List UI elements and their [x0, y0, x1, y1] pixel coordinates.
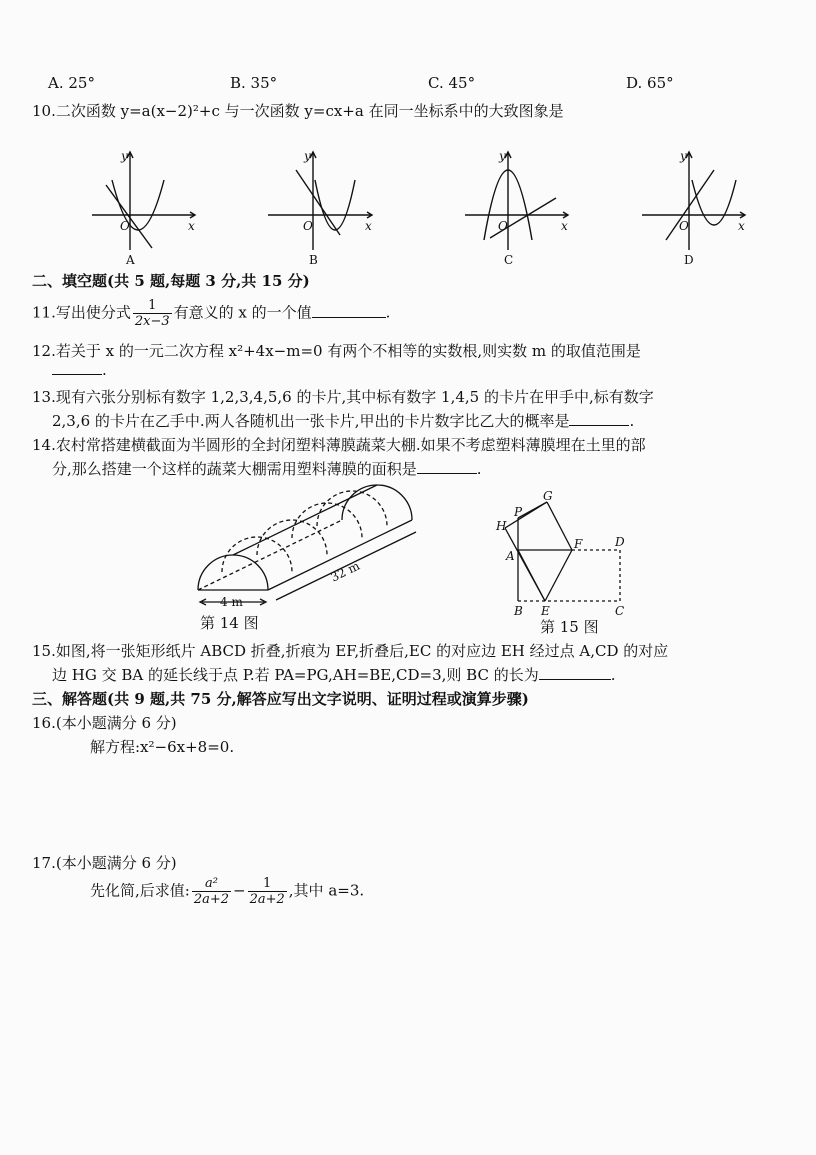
fig15-point-a: A [506, 549, 515, 563]
q13-line2 [52, 410, 634, 431]
q10-a-origin: O [120, 219, 130, 233]
q11-frac-den: 2x−3 [134, 314, 170, 329]
q12-line2 [52, 360, 107, 379]
q15-answer-blank [539, 665, 611, 680]
q10-c-y-label: y [499, 149, 506, 163]
q9-option-a: A. 25° [48, 74, 95, 92]
q17-f1-den: 2a+2 [193, 892, 230, 907]
q10-graph-d [642, 152, 745, 250]
q11-end: . [385, 303, 391, 322]
fig15-point-e: E [541, 604, 550, 618]
q10-graph-a [92, 152, 195, 250]
q11-frac-num: 1 [133, 298, 172, 314]
q10-label-c: C [504, 253, 514, 267]
q15-line2-text: 边 HG 交 BA 的延长线于点 P.若 PA=PG,AH=BE,CD=3,则 BC 的长为 [52, 666, 539, 684]
q10-label-a: A [126, 253, 135, 267]
q13-end: . [629, 412, 635, 430]
q17-fraction-2 [248, 876, 287, 907]
q14-line2 [52, 458, 482, 479]
q10-d-x-label: x [738, 219, 745, 233]
q10-b-origin: O [303, 219, 313, 233]
section3-heading: 三、解答题(共 9 题,共 75 分,解答应写出文字说明、证明过程或演算步骤) [32, 690, 529, 708]
q11-fraction [133, 298, 172, 329]
q14-line1: 14.农村常搭建横截面为半圆形的全封闭塑料薄膜蔬菜大棚.如果不考虑塑料薄膜埋在土里的部 [32, 436, 646, 454]
q10-graphs [0, 140, 816, 270]
fig15-caption: 第 15 图 [540, 618, 599, 636]
q9-option-b: B. 35° [230, 74, 278, 92]
q17-f1-num: a² [192, 876, 231, 892]
q15-end: . [610, 666, 616, 684]
fig15-point-d: D [615, 535, 625, 549]
q10-d-y-label: y [680, 149, 687, 163]
fig15-point-f: F [574, 537, 583, 551]
q9-option-d: D. 65° [626, 74, 674, 92]
q10-c-origin: O [498, 219, 508, 233]
q10-d-origin: O [679, 219, 689, 233]
q17-minus: − [233, 881, 246, 900]
q10-b-y-label: y [304, 149, 311, 163]
q10-graph-b [268, 152, 372, 250]
q10-a-x-label: x [188, 219, 195, 233]
q11-suffix: 有意义的 x 的一个值 [173, 303, 312, 322]
q17-f2-num: 1 [248, 876, 287, 892]
q17-suffix: ,其中 a=3. [288, 881, 365, 900]
q17-title: 17.(本小题满分 6 分) [32, 854, 177, 872]
fig14-length-label: 32 m [328, 558, 362, 585]
fig15-point-h: H [496, 519, 507, 533]
q15-line2 [52, 664, 615, 685]
q14-end: . [476, 460, 482, 478]
q10-b-x-label: x [365, 219, 372, 233]
q12-answer-blank [52, 360, 102, 375]
q10-a-y-label: y [121, 149, 128, 163]
fig15-point-g: G [543, 489, 553, 503]
fig15-point-p: P [514, 505, 523, 519]
q10-c-x-label: x [561, 219, 568, 233]
q10-question: 10.二次函数 y=a(x−2)²+c 与一次函数 y=cx+a 在同一坐标系中的大致图象是 [32, 102, 564, 120]
q10-label-d: D [684, 253, 694, 267]
q12-end: . [102, 361, 107, 379]
q13-line2-text: 2,3,6 的卡片在乙手中.两人各随机出一张卡片,甲出的卡片数字比乙大的概率是 [52, 412, 570, 430]
q11-answer-blank [312, 303, 386, 318]
fig14-width-label: 4 m [220, 595, 243, 609]
q10-label-b: B [309, 253, 318, 267]
q16-title: 16.(本小题满分 6 分) [32, 714, 177, 732]
section2-heading: 二、填空题(共 5 题,每题 3 分,共 15 分) [32, 272, 310, 290]
q9-option-c: C. 45° [428, 74, 476, 92]
figure-15-fold [490, 488, 640, 638]
q17-f2-den: 2a+2 [249, 892, 285, 907]
fig14-caption: 第 14 图 [200, 614, 259, 632]
q16-body: 解方程:x²−6x+8=0. [90, 738, 235, 756]
q12-line1: 12.若关于 x 的一元二次方程 x²+4x−m=0 有两个不相等的实数根,则实数 m 的取值范围是 [32, 342, 641, 360]
fig15-point-b: B [514, 604, 523, 618]
q11-prefix: 11.写出使分式 [32, 303, 131, 322]
q17-body [90, 876, 364, 907]
q17-prefix: 先化简,后求值: [90, 881, 190, 900]
fig15-point-c: C [615, 604, 625, 618]
figure-14-greenhouse [180, 478, 430, 638]
q13-line1: 13.现有六张分别标有数字 1,2,3,4,5,6 的卡片,其中标有数字 1,4,5 的卡片在甲手中,标有数字 [32, 388, 654, 406]
q17-fraction-1 [192, 876, 231, 907]
q15-line1: 15.如图,将一张矩形纸片 ABCD 折叠,折痕为 EF,折叠后,EC 的对应边 EH 经过点 A,CD 的对应 [32, 642, 669, 660]
q11 [32, 298, 390, 329]
q13-answer-blank [569, 411, 629, 426]
q14-answer-blank [417, 459, 477, 474]
q10-graph-c [465, 152, 568, 250]
q14-line2-text: 分,那么搭建一个这样的蔬菜大棚需用塑料薄膜的面积是 [52, 460, 417, 478]
